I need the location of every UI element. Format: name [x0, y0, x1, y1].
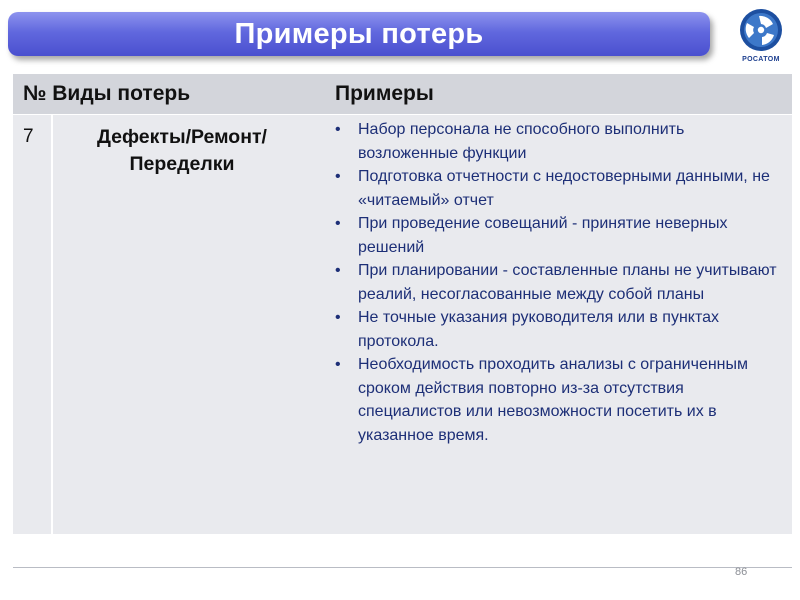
list-item: [335, 353, 787, 447]
loss-type-line2: Переделки: [129, 153, 235, 175]
page-number: 86: [735, 566, 748, 578]
atom-icon: [732, 8, 790, 56]
header-examples: Примеры: [335, 82, 434, 105]
footer-divider: [13, 567, 792, 568]
row-number: 7: [23, 126, 34, 147]
bullet-icon: •: [335, 168, 341, 185]
list-item: [335, 306, 787, 353]
list-item: [335, 212, 787, 259]
rosatom-logo: [732, 8, 790, 70]
example-text: Не точные указания руководителя или в пунктах протокола.: [358, 309, 720, 350]
losses-table: [13, 74, 792, 534]
loss-type-line1: Дефекты/Ремонт/: [97, 126, 267, 148]
bullet-icon: •: [335, 121, 341, 138]
examples-list: [335, 118, 787, 447]
example-text: При проведение совещаний - принятие неверных решений: [358, 215, 728, 256]
bullet-icon: •: [335, 356, 341, 373]
list-item: [335, 118, 787, 165]
bullet-icon: •: [335, 262, 341, 279]
loss-type: [59, 124, 305, 178]
table-header-row: [13, 74, 792, 115]
column-divider: [51, 115, 53, 534]
list-item: [335, 259, 787, 306]
example-text: Набор персонала не способного выполнить возложенные функции: [358, 121, 685, 162]
example-text: Подготовка отчетности с недостоверными данными, не «читаемый» отчет: [358, 168, 770, 209]
header-number-and-type: № Виды потерь: [23, 82, 191, 105]
example-text: Необходимость проходить анализы с ограниченным сроком действия повторно из-за отсутствия специалистов или невозможности посетить их в указанное время.: [358, 356, 749, 444]
slide-title: Примеры потерь: [234, 17, 484, 50]
list-item: [335, 165, 787, 212]
title-bar: [8, 12, 710, 56]
example-text: При планировании - составленные планы не учитывают реалий, несогласованные между собой планы: [358, 262, 777, 303]
bullet-icon: •: [335, 309, 341, 326]
bullet-icon: •: [335, 215, 341, 232]
logo-caption: РОСАТОМ: [742, 56, 780, 63]
